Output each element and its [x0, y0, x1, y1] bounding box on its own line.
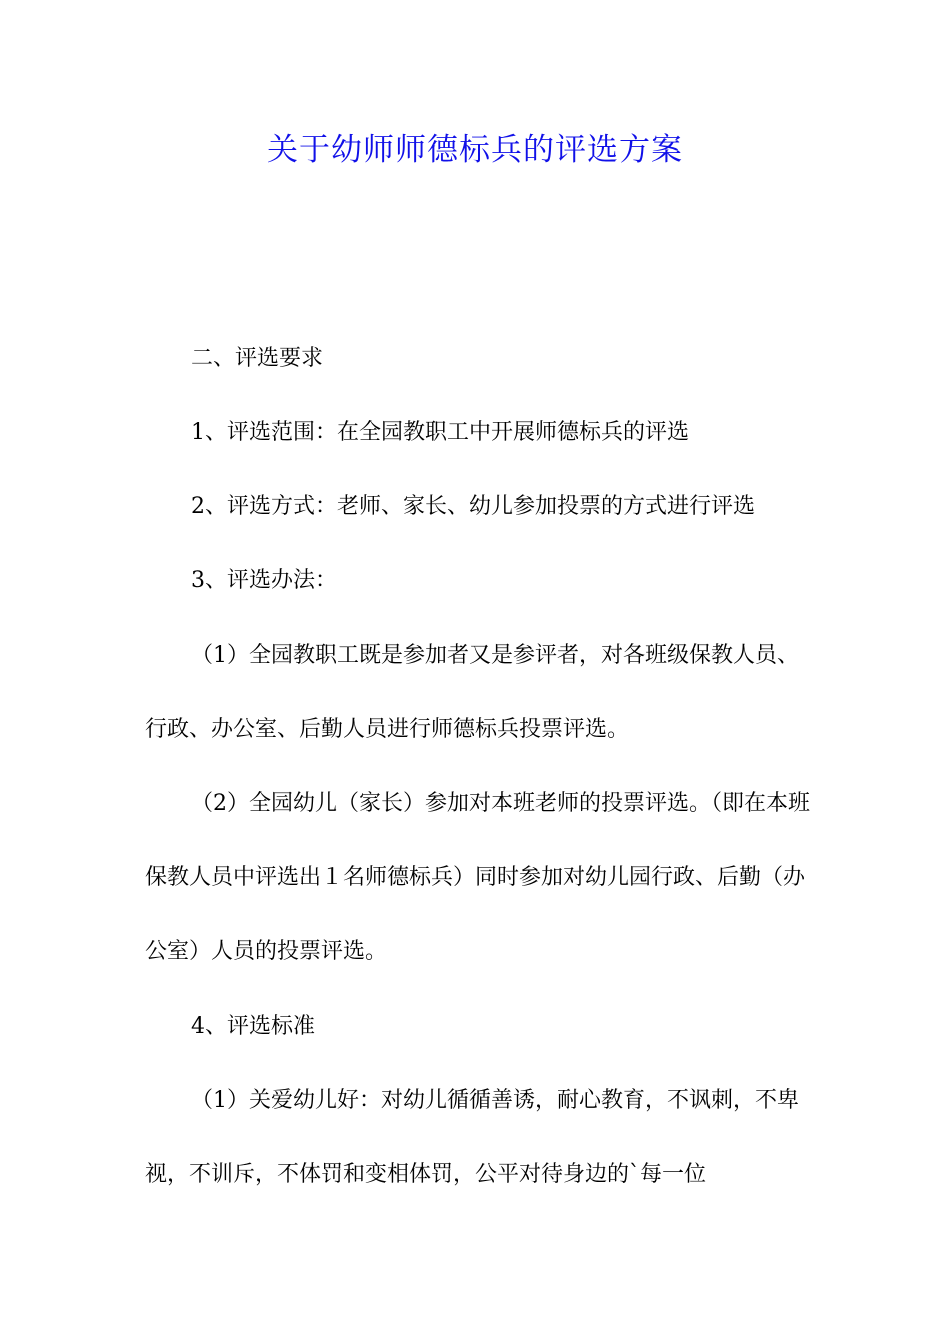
- paragraph-approach-2: （2）全园幼儿（家长）参加对本班老师的投票评选。（即在本班保教人员中评选出１名师德标兵）同时参加对幼儿园行政、后勤（办公室）人员的投票评选。: [145, 791, 810, 964]
- document-title: 关于幼师师德标兵的评选方案: [267, 132, 683, 168]
- paragraph-approach-heading: 3、评选办法：: [191, 568, 337, 593]
- paragraph-approach-1: （1）全园教职工既是参加者又是参评者，对各班级保教人员、行政、办公室、后勤人员进行师德标兵投票评选。: [145, 643, 799, 742]
- paragraph-scope: 1、评选范围：在全园教职工中开展师德标兵的评选: [191, 420, 689, 445]
- paragraph-method: 2、评选方式：老师、家长、幼儿参加投票的方式进行评选: [191, 494, 755, 519]
- paragraph-criteria-heading: 4、评选标准: [191, 1014, 315, 1039]
- paragraph-section-heading: 二、评选要求: [191, 346, 324, 371]
- paragraph-criteria-1: （1）关爱幼儿好：对幼儿循循善诱，耐心教育，不讽刺，不卑视，不训斥，不体罚和变相体罚，公平对待身边的`每一位: [145, 1088, 799, 1187]
